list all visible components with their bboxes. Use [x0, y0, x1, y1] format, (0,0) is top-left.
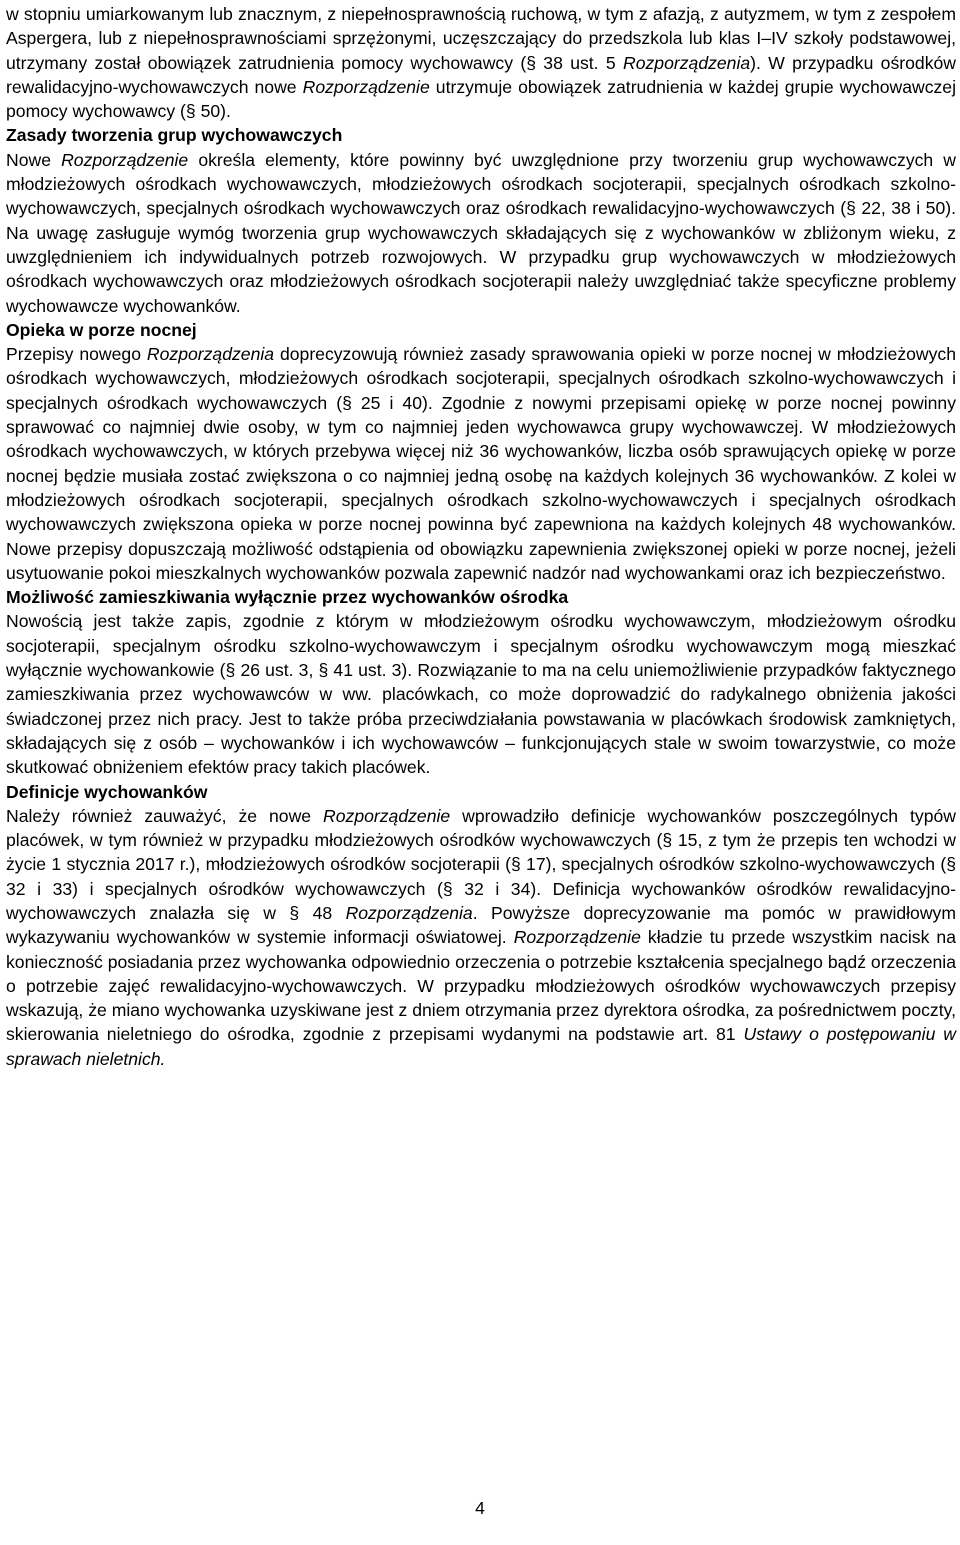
paragraph-night-care [6, 342, 956, 585]
regulation-reference: Rozporządzenia [345, 902, 473, 923]
paragraph-text: doprecyzowują również zasady sprawowania opieki w porze nocnej w młodzieżowych ośrodkach wychowawczych, młodzieżowych ośrodkach socjoterapii, specjalnych ośrodkach szkolno-wychowawczych i specjalnych ośrodkach wychowawczych (§ 25 i 40). Zgodnie z nowymi przepisami opiekę w porze nocnej powinny sprawować co najmniej dwie osoby, w tym co najmniej jeden wychowawca grupy wychowawczej. W młodzieżowych ośrodkach wychowawczych, w których przebywa więcej niż 36 wychowanków, liczba osób sprawujących opiekę w porze nocnej będzie musiała zostać zwiększona o co najmniej jedną osobę na każdych kolejnych 36 wychowanków. Z kolei w młodzieżowych ośrodkach socjoterapii, specjalnych ośrodkach szkolno-wychowawczych i specjalnych ośrodkach wychowawczych zwiększona opieka w porze nocnej powinna być zapewniona na każdych kolejnych 48 wychowanków. Nowe przepisy dopuszczają możliwość odstąpienia od obowiązku zapewnienia zwiększonej opieki w porze nocnej, jeżeli usytuowanie pokoi mieszkalnych wychowanków pozwala zapewnić nadzór nad wychowankami oraz ich bezpieczeństwo. [6, 344, 956, 583]
paragraph-text: Nowością jest także zapis, zgodnie z którym w młodzieżowym ośrodku wychowawczym, młodzieżowym ośrodku socjoterapii, specjalnym ośrodku szkolno-wychowawczym i specjalnym ośrodku wychowawczym mogą mieszkać wyłącznie wychowankowie (§ 26 ust. 3, § 41 ust. 3). Rozwiązanie to ma na celu uniemożliwienie przypadków faktycznego zamieszkiwania przez wychowawców w ww. placówkach, co może doprowadzić do radykalnego obniżenia jakości świadczonej przez nich pracy. Jest to także próba przeciwdziałania powstawania w placówkach środowisk zamkniętych, składających się z osób – wychowanków i ich wychowawców – funkcjonujących stale w swoim towarzystwie, co może skutkować obniżeniem efektów pracy takich placówek. [6, 611, 956, 778]
paragraph-text: określa elementy, które powinny być uwzględnione przy tworzeniu grup wychowawczych w młodzieżowych ośrodkach wychowawczych, młodzieżowych ośrodkach socjoterapii, specjalnych ośrodkach szkolno-wychowawczych, specjalnych ośrodkach wychowawczych oraz ośrodkach rewalidacyjno-wychowawczych (§ 22, 38 i 50). Na uwagę zasługuje wymóg tworzenia grup wychowawczych składających się z wychowanków w zbliżonym wieku, z uwzględnieniem ich indywidualnych potrzeb rozwojowych. W przypadku grup wychowawczych w młodzieżowych ośrodkach wychowawczych oraz młodzieżowych ośrodkach socjoterapii należy uwzględniać także specyficzne problemy wychowawcze wychowanków. [6, 149, 956, 316]
regulation-reference: Rozporządzenia [146, 344, 275, 365]
paragraph-text: w stopniu umiarkowanym lub znacznym, z niepełnosprawnością ruchową, w tym z afazją, z autyzmem, w tym z zespołem Aspergera, lub z niepełnosprawnościami sprzężonymi, uczęszczający do przedszkola lub klas I–IV szkoły podstawowej, utrzymany został obowiązek zatrudnienia pomocy wychowawcy (§ 38 ust. 5 [6, 4, 956, 73]
paragraph-text: Nowe [6, 149, 62, 170]
paragraph-definitions [6, 804, 956, 1071]
regulation-reference: Rozporządzenie [323, 805, 451, 826]
paragraph-text: ). W przypadku ośrodków rewalidacyjno-wychowawczych nowe [6, 52, 956, 97]
paragraph-group-rules [6, 148, 956, 318]
paragraph-text: . Powyższe doprecyzowanie ma pomóc w prawidłowym wykazywaniu wychowanków w systemie informacji oświatowej. [6, 902, 956, 948]
paragraph-text: utrzymuje obowiązek zatrudnienia w każdej grupie wychowawczej pomocy wychowawcy (§ 50). [6, 76, 956, 122]
paragraph-text: wprowadziło definicje wychowanków poszczególnych typów placówek, w tym również w przypadku młodzieżowych ośrodków wychowawczych (§ 15, z tym że przepis ten wchodzi w życie 1 stycznia 2017 r.), młodzieżowych ośrodków socjoterapii (§ 17), specjalnych ośrodków szkolno-wychowawczych (§ 32 i 33) i specjalnych ośrodków wychowawczych (§ 32 i 34). Definicja wychowanków ośrodków rewalidacyjno-wychowawczych znalazła się w § 48 [6, 805, 956, 923]
paragraph-text: Należy również zauważyć, że nowe [6, 805, 324, 826]
paragraph-text: Przepisy nowego [6, 344, 147, 365]
statute-reference: Ustawy o postępowaniu w sprawach nieletnich. [6, 1024, 956, 1069]
regulation-reference: Rozporządzenie [61, 149, 189, 170]
document-page [6, 2, 956, 1071]
page-number: 4 [475, 1498, 485, 1518]
paragraph-assistant-requirement [6, 2, 956, 123]
paragraph-text: kładzie tu przede wszystkim nacisk na konieczność posiadania przez wychowanka odpowiednio orzeczenia o potrzebie kształcenia specjalnego bądź orzeczenia o potrzebie zajęć rewalidacyjno-wychowawczych. W przypadku młodzieżowych ośrodków wychowawczych przepisy wskazują, że miano wychowanka uzyskiwane jest z dniem otrzymania przez dyrektora ośrodka, za pośrednictwem poczty, skierowania nieletniego do ośrodka, zgodnie z przepisami wydanymi na podstawie art. 81 [6, 927, 956, 1045]
regulation-reference: Rozporządzenia [623, 52, 751, 73]
regulation-reference: Rozporządzenie [302, 76, 430, 97]
section-heading-definitions: Definicje wychowanków [6, 781, 208, 802]
regulation-reference: Rozporządzenie [513, 927, 641, 948]
paragraph-residence [6, 609, 956, 779]
section-heading-residence: Możliwość zamieszkiwania wyłącznie przez wychowanków ośrodka [6, 587, 569, 608]
section-heading-group-rules: Zasady tworzenia grup wychowawczych [6, 125, 343, 146]
section-heading-night-care: Opieka w porze nocnej [6, 319, 197, 340]
